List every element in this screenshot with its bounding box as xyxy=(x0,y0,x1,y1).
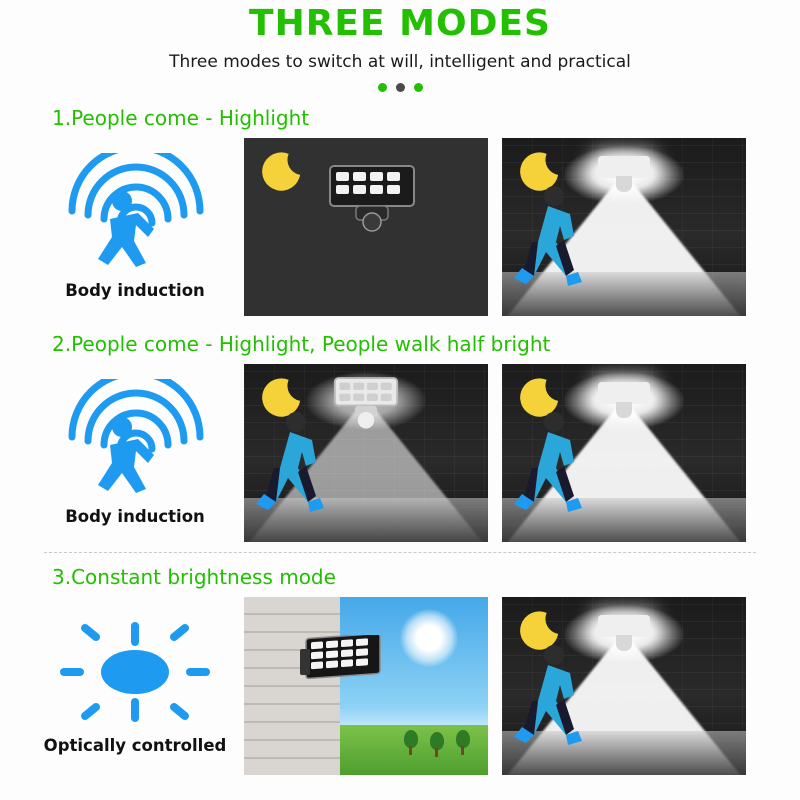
tree-icon xyxy=(456,729,470,755)
section-2-row xyxy=(0,364,800,542)
section-1-title: 1.People come - Highlight xyxy=(52,106,310,130)
section-3-icon-caption: Optically controlled xyxy=(43,736,227,755)
section-3-row xyxy=(0,597,800,775)
half-bright-panel xyxy=(244,364,488,542)
dot-3 xyxy=(414,83,423,92)
running-person-silhouette xyxy=(508,180,604,310)
lamp-stem xyxy=(616,176,632,192)
dot-1 xyxy=(378,83,387,92)
body-induction-icon xyxy=(50,153,220,273)
lamp-body xyxy=(598,156,650,178)
section-1-icon-caption: Body induction xyxy=(65,281,205,300)
section-2-icon-caption: Body induction xyxy=(65,507,205,526)
dot-2 xyxy=(396,83,405,92)
section-2-icon-block xyxy=(40,379,230,527)
section-1-icon-block xyxy=(40,153,230,301)
full-bright-panel xyxy=(502,364,746,542)
night-constant-panel xyxy=(502,597,746,775)
wall-light-beam-panel xyxy=(502,138,746,316)
section-divider xyxy=(44,552,756,553)
section-mode-2 xyxy=(0,332,800,542)
tree-icon xyxy=(430,731,444,757)
section-3-title: 3.Constant brightness mode xyxy=(52,565,336,589)
lamp-body xyxy=(598,615,650,637)
optically-controlled-icon xyxy=(60,616,210,728)
section-1-row xyxy=(0,138,800,316)
section-2-title: 2.People come - Highlight, People walk half bright xyxy=(52,332,551,356)
lamp-body xyxy=(598,382,650,404)
solar-lamp-product-icon xyxy=(300,635,386,701)
solar-lamp-product-icon xyxy=(316,160,436,270)
header xyxy=(0,0,800,92)
product-night-panel xyxy=(244,138,488,316)
pagination-dots xyxy=(0,83,800,92)
running-person-silhouette xyxy=(508,639,604,769)
body-induction-icon xyxy=(50,379,220,499)
page-title: THREE MODES xyxy=(249,3,551,44)
section-mode-1 xyxy=(0,106,800,316)
section-mode-3 xyxy=(0,565,800,775)
section-3-icon-block xyxy=(40,616,230,756)
lamp-stem xyxy=(616,635,632,651)
running-person-silhouette xyxy=(250,406,346,536)
lamp-stem xyxy=(616,402,632,418)
daylight-solar-panel xyxy=(244,597,488,775)
running-person-silhouette xyxy=(508,406,604,536)
tree-icon xyxy=(404,729,418,755)
moon-icon xyxy=(258,150,304,196)
sun-glow xyxy=(400,609,458,667)
page-subtitle: Three modes to switch at will, intelligent and practical xyxy=(169,52,631,72)
